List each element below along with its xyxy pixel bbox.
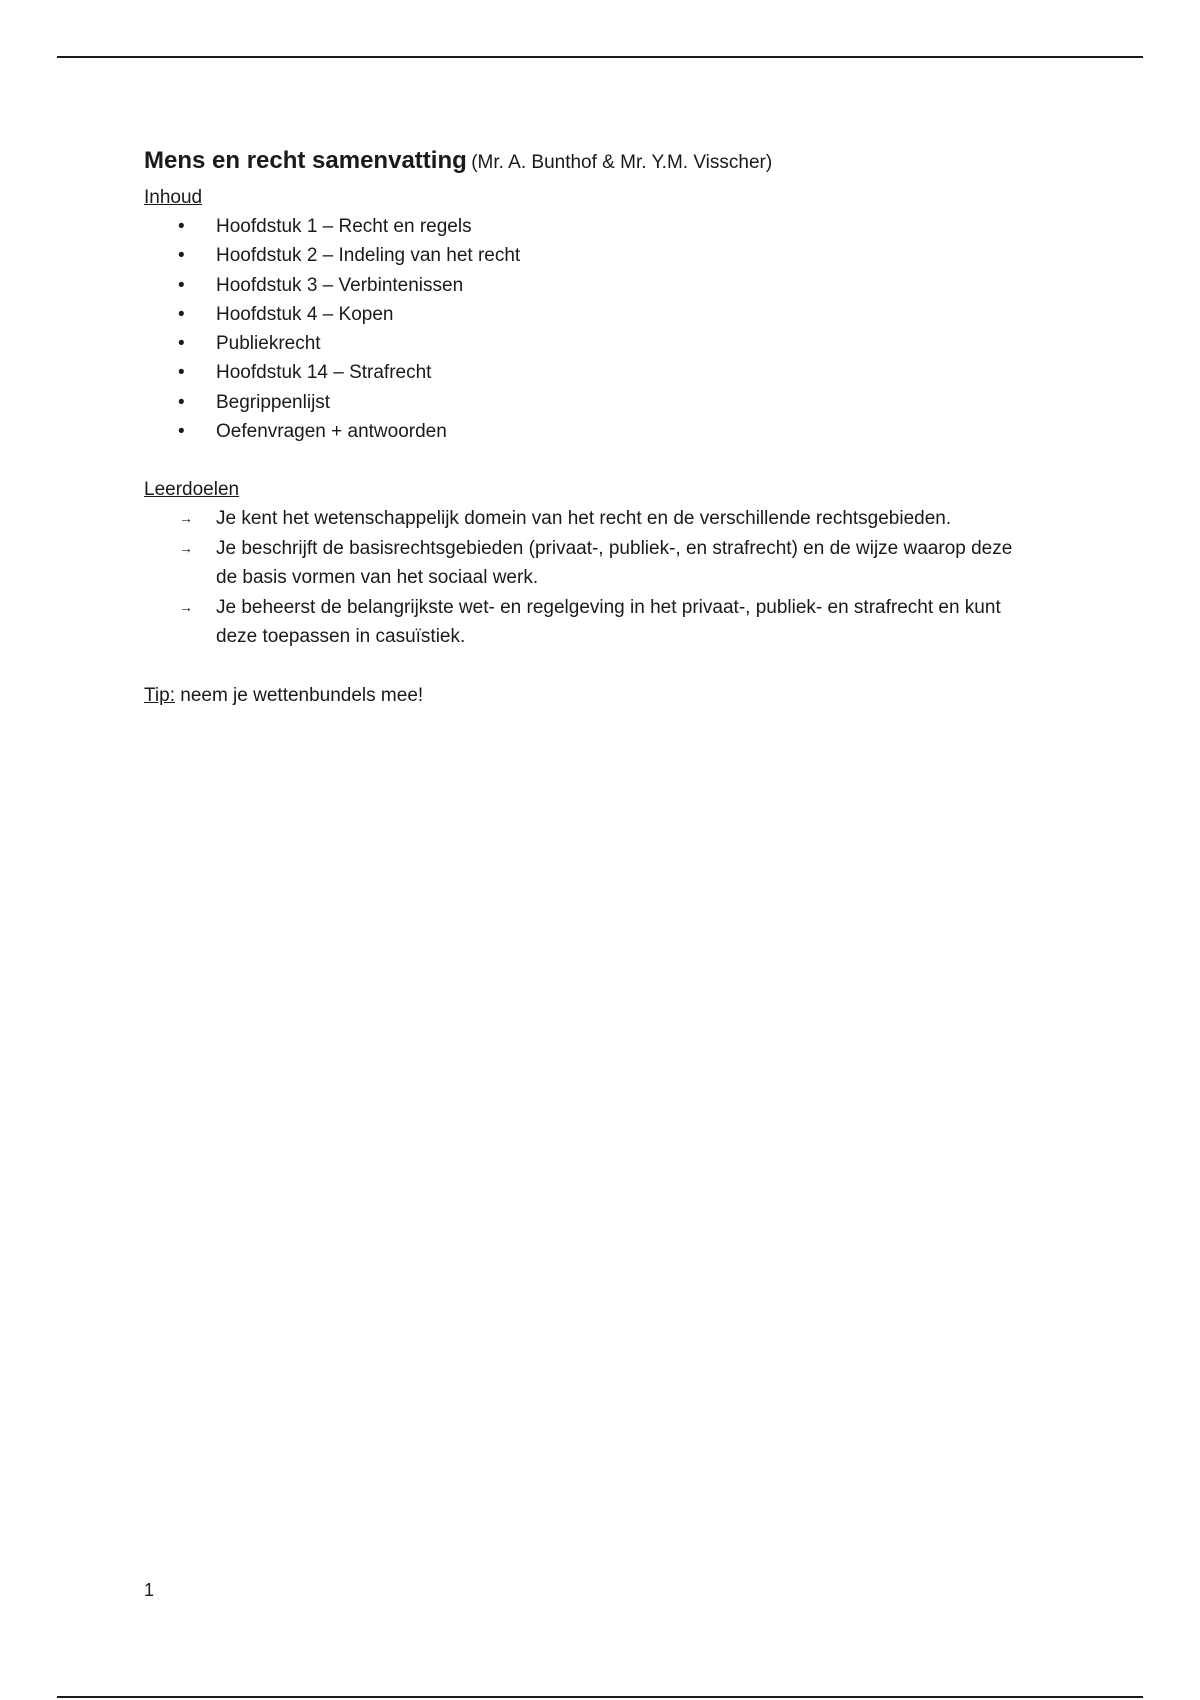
arrow-right-icon: → — [179, 598, 193, 615]
goal-item-text: Je beschrijft de basisrechtsgebieden (privaat-, publiek-, en strafrecht) en de wijze waarop deze de basis vormen van het sociaal werk. — [216, 537, 1013, 589]
toc-item — [144, 241, 1044, 270]
footer-rule — [57, 1696, 1143, 1698]
document-authors: (Mr. A. Bunthof & Mr. Y.M. Visscher) — [471, 152, 773, 173]
tip-text: neem je wettenbundels mee! — [174, 684, 424, 706]
toc-item — [144, 358, 1044, 387]
goal-item — [144, 504, 1036, 534]
bullet-icon: • — [178, 333, 185, 355]
toc-item-label: Oefenvragen + antwoorden — [216, 421, 447, 443]
toc-item — [144, 329, 1044, 358]
tip-label: Tip: — [144, 684, 175, 706]
toc-item-label: Begrippenlijst — [216, 391, 331, 413]
goals-list — [144, 504, 1044, 652]
toc-list — [144, 212, 1044, 446]
toc-item-label: Hoofdstuk 4 – Kopen — [216, 303, 394, 325]
arrow-right-icon: → — [179, 510, 193, 527]
bullet-icon: • — [178, 274, 185, 296]
bullet-icon: • — [178, 303, 185, 325]
page-number: 1 — [144, 1580, 155, 1600]
goals-heading: Leerdoelen — [144, 479, 240, 501]
document-body — [144, 142, 1044, 710]
spacer — [144, 446, 1044, 475]
bullet-icon: • — [178, 421, 185, 443]
spacer — [144, 652, 1044, 681]
arrow-right-icon: → — [179, 539, 193, 556]
goal-item — [144, 593, 1036, 652]
toc-item-label: Publiekrecht — [216, 333, 321, 355]
toc-item — [144, 212, 1044, 241]
toc-item — [144, 417, 1044, 446]
bullet-icon: • — [178, 245, 185, 267]
document-title-line — [144, 142, 1044, 183]
document-title: Mens en recht samenvatting — [144, 147, 467, 174]
toc-item-label: Hoofdstuk 1 – Recht en regels — [216, 216, 472, 237]
tip-line — [144, 681, 1044, 710]
toc-heading: Inhoud — [144, 187, 203, 208]
toc-item — [144, 388, 1044, 417]
bullet-icon: • — [178, 391, 185, 413]
toc-item-label: Hoofdstuk 14 – Strafrecht — [216, 362, 432, 384]
goal-item — [144, 534, 1036, 593]
goal-item-text: Je kent het wetenschappelijk domein van het recht en de verschillende rechtsgebieden. — [216, 508, 952, 530]
toc-item-label: Hoofdstuk 2 – Indeling van het recht — [216, 245, 521, 267]
goal-item-text: Je beheerst de belangrijkste wet- en regelgeving in het privaat-, publiek- en strafrecht en kunt deze toepassen in casuïstiek. — [216, 596, 1001, 648]
bullet-icon: • — [178, 362, 185, 384]
toc-item — [144, 300, 1044, 329]
header-rule — [57, 56, 1143, 58]
bullet-icon: • — [178, 216, 185, 237]
toc-item — [144, 271, 1044, 300]
toc-item-label: Hoofdstuk 3 – Verbintenissen — [216, 274, 464, 296]
